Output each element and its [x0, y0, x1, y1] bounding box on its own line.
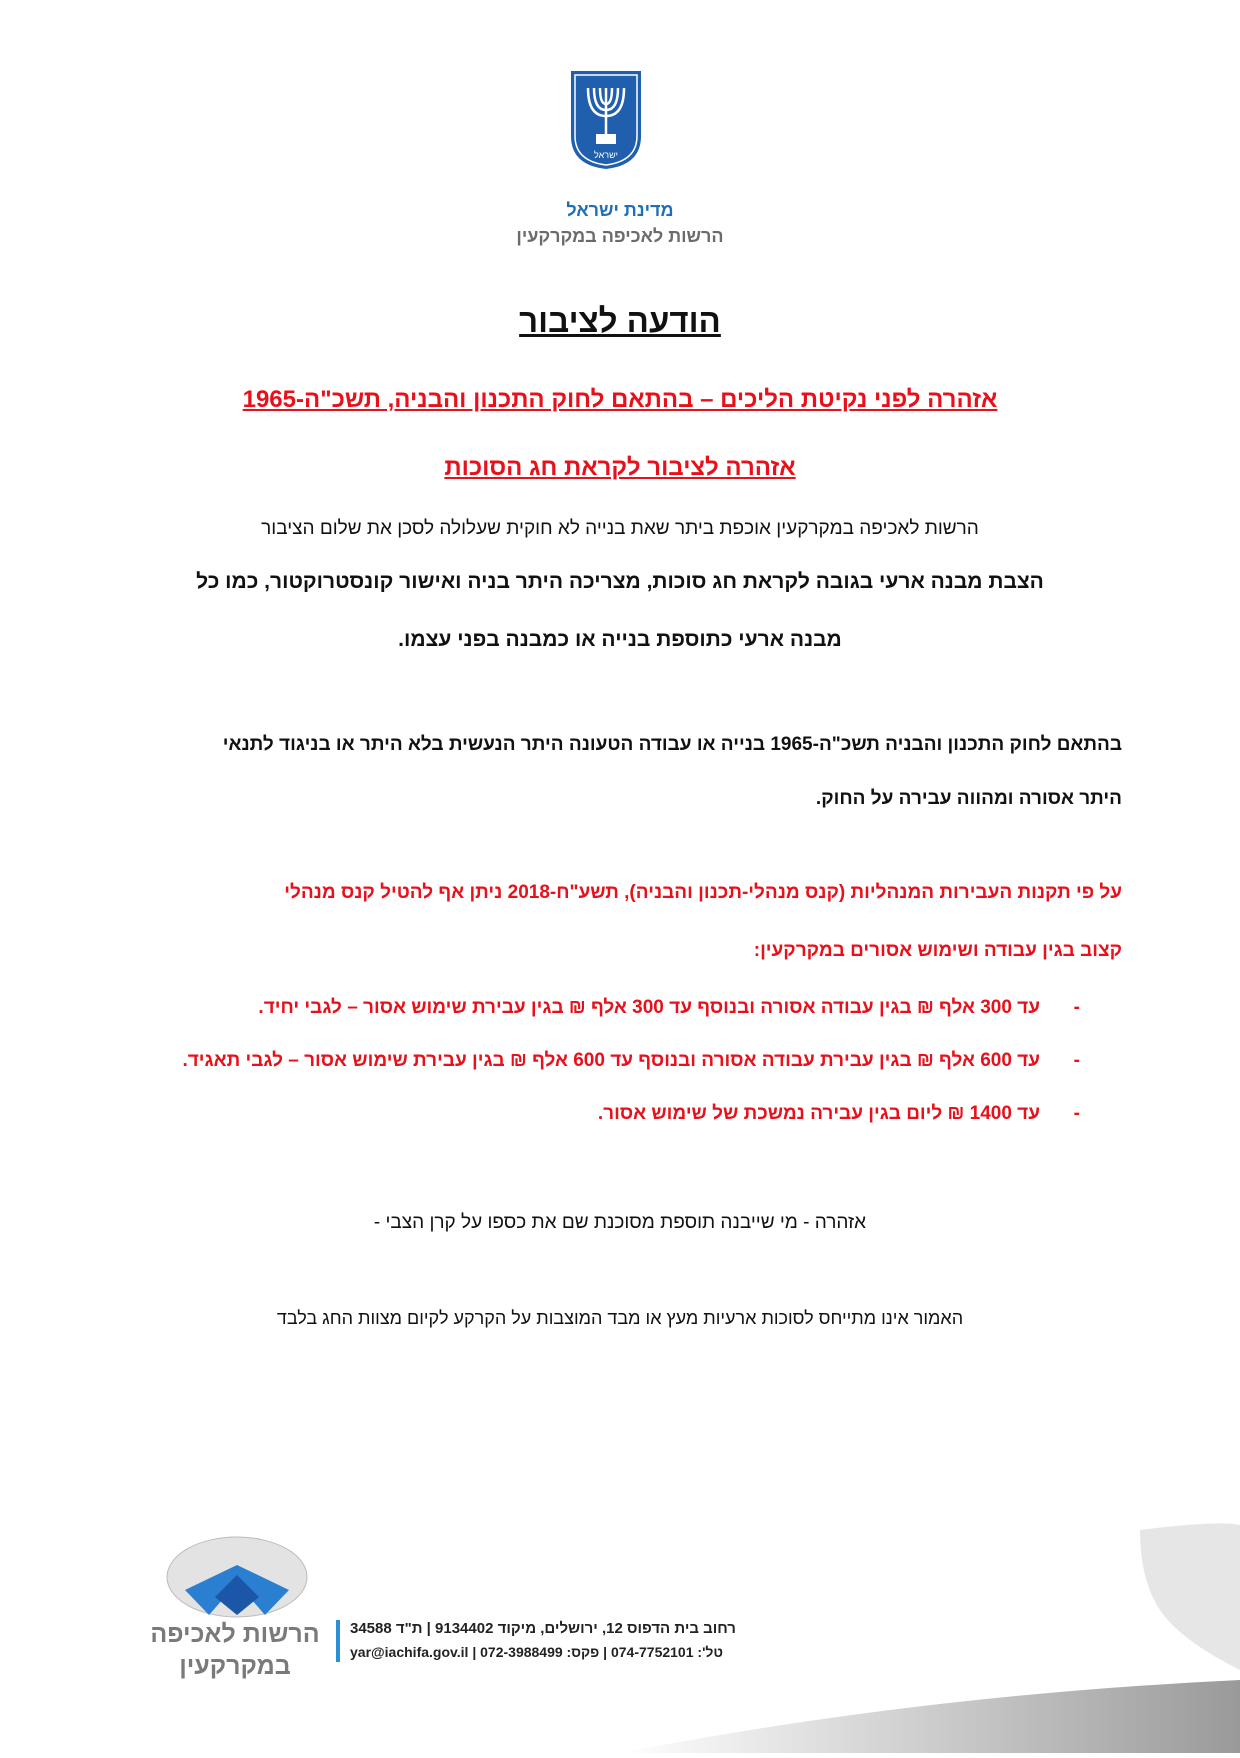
- warning-text: אזהרה - מי שייבנה תוספת מסוכנת שם את כספו על קרן הצבי -: [373, 1212, 867, 1233]
- subtitle-warning-law: אזהרה לפני נקיטת הליכים – בהתאם לחוק התכנון והבניה, תשכ"ה-1965: [242, 386, 998, 413]
- logo-text-line-2: במקרקעין: [179, 1652, 291, 1680]
- bullet-text: עד 600 אלף ₪ בגין עבירת עבודה אסורה ובנוסף עד 600 אלף ₪ בגין עבירת שימוש אסור – לגבי תאגיד.: [182, 1050, 1040, 1071]
- bullet-dash: -: [1073, 1103, 1080, 1124]
- bold-line-1: הצבת מבנה ארעי בגובה לקראת חג סוכות, מצריכה היתר בניה ואישור קונסטרוקטור, כמו כל: [196, 570, 1044, 593]
- bullet-dash: -: [1073, 997, 1080, 1018]
- page-title: הודעה לציבור: [519, 302, 721, 339]
- fine-line-1: על פי תקנות העבירות המנהליות (קנס מנהלי-תכנון והבניה), תשע"ח-2018 ניתן אף להטיל קנס מנהלי: [284, 882, 1122, 903]
- bullet-text: עד 1400 ₪ ליום בגין עבירה נמשכת של שימוש אסור.: [597, 1103, 1040, 1124]
- authority-logo: [165, 1535, 310, 1620]
- footer-contact: yar@iachifa.gov.il | טל': 074-7752101 | פקס: 072-3988499: [350, 1644, 724, 1660]
- fine-line-2: קצוב בגין עבודה ושימוש אסורים במקרקעין:: [753, 940, 1122, 961]
- logo-text-line-1: הרשות לאכיפה: [150, 1620, 320, 1648]
- intro-text: הרשות לאכיפה במקרקעין אוכפת ביתר שאת בנייה לא חוקית שעלולה לסכן את שלום הציבור: [261, 518, 979, 539]
- bullet-dash: -: [1073, 1050, 1080, 1071]
- subtitle-warning-sukkot: אזהרה לציבור לקראת חג הסוכות: [444, 454, 796, 481]
- bullet-text: עד 300 אלף ₪ בגין עבודה אסורה ובנוסף עד 300 אלף ₪ בגין עבירת שימוש אסור – לגבי יחיד.: [258, 997, 1040, 1018]
- header-authority: הרשות לאכיפה במקרקעין: [516, 226, 724, 246]
- bullet-item: [258, 997, 1080, 1019]
- law-line-2: היתר אסורה ומהווה עבירה על החוק.: [815, 788, 1122, 809]
- bullet-item: [598, 1103, 1080, 1125]
- law-line-1: בהתאם לחוק התכנון והבניה תשכ"ה-1965 בנייה או עבודה הטעונה היתר הנעשית בלא היתר או בניגוד לתנאי: [222, 734, 1122, 755]
- header-state: מדינת ישראל: [566, 200, 674, 220]
- footer-divider: [336, 1620, 340, 1662]
- bullet-item: [182, 1050, 1080, 1072]
- footer-address: רחוב בית הדפוס 12, ירושלים, מיקוד 9134402 | ת"ד 34588: [350, 1620, 736, 1637]
- emblem-text: ישראל: [594, 150, 618, 160]
- state-emblem: [566, 66, 646, 172]
- bold-line-2: מבנה ארעי כתוספת בנייה או כמבנה בפני עצמו.: [398, 628, 842, 651]
- note-text: האמור אינו מתייחס לסוכות ארעיות מעץ או מבד המוצבות על הקרקע לקיום מצוות החג בלבד: [276, 1308, 964, 1328]
